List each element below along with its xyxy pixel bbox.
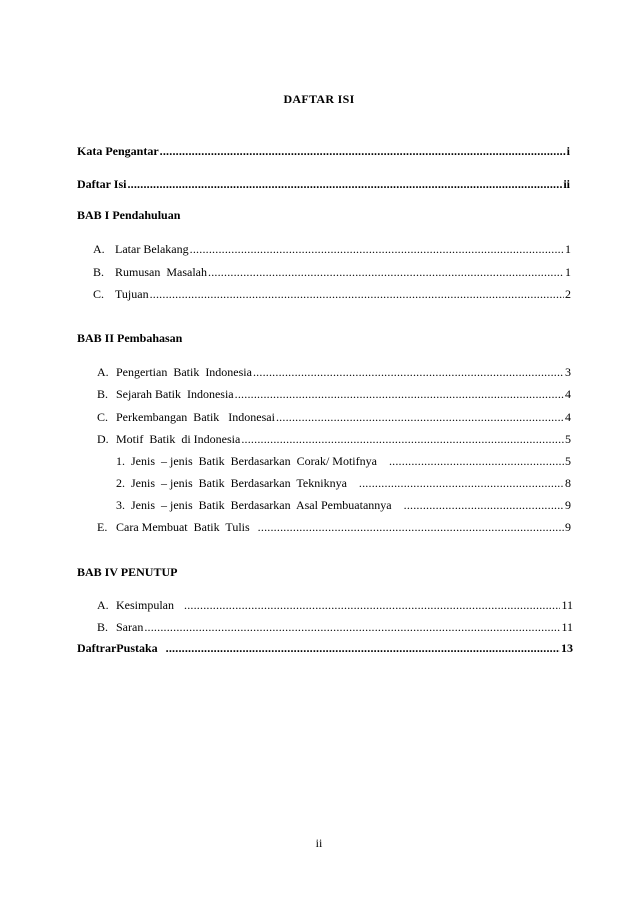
dot-leader	[359, 475, 564, 491]
toc-subentry-corak-motif[interactable]	[116, 453, 571, 469]
toc-entry-kata-pengantar[interactable]	[77, 143, 570, 159]
dot-leader	[389, 453, 564, 469]
toc-page: 5	[565, 432, 571, 446]
toc-page: 4	[565, 410, 571, 424]
toc-number: D.	[97, 432, 109, 446]
dot-leader	[190, 241, 564, 257]
toc-entry-latar-belakang[interactable]	[93, 241, 571, 257]
chapter-heading-bab-4: BAB IV PENUTUP	[77, 565, 178, 579]
toc-entry-rumusan-masalah[interactable]	[93, 264, 571, 280]
toc-label: Perkembangan Batik Indonesai	[116, 410, 275, 424]
toc-entry-kesimpulan[interactable]	[97, 597, 573, 613]
toc-label: Sejarah Batik Indonesia	[116, 387, 234, 401]
dot-leader	[235, 386, 564, 402]
toc-page: 11	[561, 620, 573, 634]
toc-page: 1	[565, 242, 571, 256]
toc-number: B.	[93, 265, 105, 279]
page-number: ii	[315, 836, 323, 850]
dot-leader	[160, 143, 566, 159]
toc-number: 3.	[116, 498, 125, 512]
toc-entry-sejarah-batik[interactable]	[97, 386, 571, 402]
toc-label: Saran	[116, 620, 144, 634]
toc-subentry-tekniknya[interactable]	[116, 475, 571, 491]
toc-page: 2	[565, 287, 571, 301]
toc-entry-motif-batik[interactable]	[97, 431, 571, 447]
toc-page: 11	[561, 598, 573, 612]
toc-page: 8	[565, 476, 571, 490]
toc-number: A.	[97, 365, 109, 379]
toc-label: Tujuan	[115, 287, 149, 301]
dot-leader	[127, 176, 562, 192]
toc-entry-daftar-isi[interactable]	[77, 176, 570, 192]
dot-leader	[258, 519, 564, 535]
toc-page: 4	[565, 387, 571, 401]
dot-leader	[241, 431, 564, 447]
toc-page: 9	[565, 520, 571, 534]
dot-leader	[184, 597, 560, 613]
dot-leader	[208, 264, 564, 280]
toc-label: Kata Pengantar	[77, 144, 159, 158]
toc-entry-cara-membuat-batik[interactable]	[97, 519, 571, 535]
toc-label: Cara Membuat Batik Tulis	[116, 520, 250, 534]
toc-label: Rumusan Masalah	[115, 265, 207, 279]
chapter-heading-bab-1: BAB I Pendahuluan	[77, 208, 181, 222]
toc-label: Jenis – jenis Batik Berdasarkan Asal Pembuatannya	[131, 498, 392, 512]
toc-number: C.	[97, 410, 109, 424]
toc-page: 3	[565, 365, 571, 379]
dot-leader	[144, 619, 560, 635]
dot-leader	[150, 286, 564, 302]
toc-number: E.	[97, 520, 108, 534]
toc-number: 1.	[116, 454, 125, 468]
toc-number: A.	[93, 242, 105, 256]
toc-page: 5	[565, 454, 571, 468]
toc-page: 1	[565, 265, 571, 279]
dot-leader	[404, 497, 564, 513]
toc-label: Daftar Isi	[77, 177, 127, 191]
dot-leader	[276, 409, 564, 425]
toc-number: 2.	[116, 476, 125, 490]
toc-number: B.	[97, 387, 109, 401]
toc-page: 9	[565, 498, 571, 512]
toc-number: B.	[97, 620, 109, 634]
toc-number: A.	[97, 598, 109, 612]
toc-number: C.	[93, 287, 105, 301]
toc-subentry-asal-pembuatan[interactable]	[116, 497, 571, 513]
toc-label: Jenis – jenis Batik Berdasarkan Corak/ Motifnya	[131, 454, 377, 468]
dot-leader	[166, 640, 560, 656]
toc-entry-pengertian-batik[interactable]	[97, 364, 571, 380]
toc-entry-saran[interactable]	[97, 619, 573, 635]
chapter-heading-bab-2: BAB II Pembahasan	[77, 331, 183, 345]
toc-entry-perkembangan-batik[interactable]	[97, 409, 571, 425]
toc-label: DaftrarPustaka	[77, 641, 158, 655]
toc-label: Kesimpulan	[116, 598, 174, 612]
toc-label: Jenis – jenis Batik Berdasarkan Tekniknya	[131, 476, 347, 490]
toc-label: Latar Belakang	[115, 242, 189, 256]
toc-entry-tujuan[interactable]	[93, 286, 571, 302]
toc-page: 13	[561, 641, 573, 655]
toc-label: Pengertian Batik Indonesia	[116, 365, 252, 379]
toc-page: i	[566, 144, 570, 158]
toc-label: Motif Batik di Indonesia	[116, 432, 241, 446]
toc-page: ii	[563, 177, 570, 191]
page-title: DAFTAR ISI	[283, 92, 355, 106]
dot-leader	[253, 364, 564, 380]
toc-entry-daftar-pustaka[interactable]	[77, 640, 573, 656]
